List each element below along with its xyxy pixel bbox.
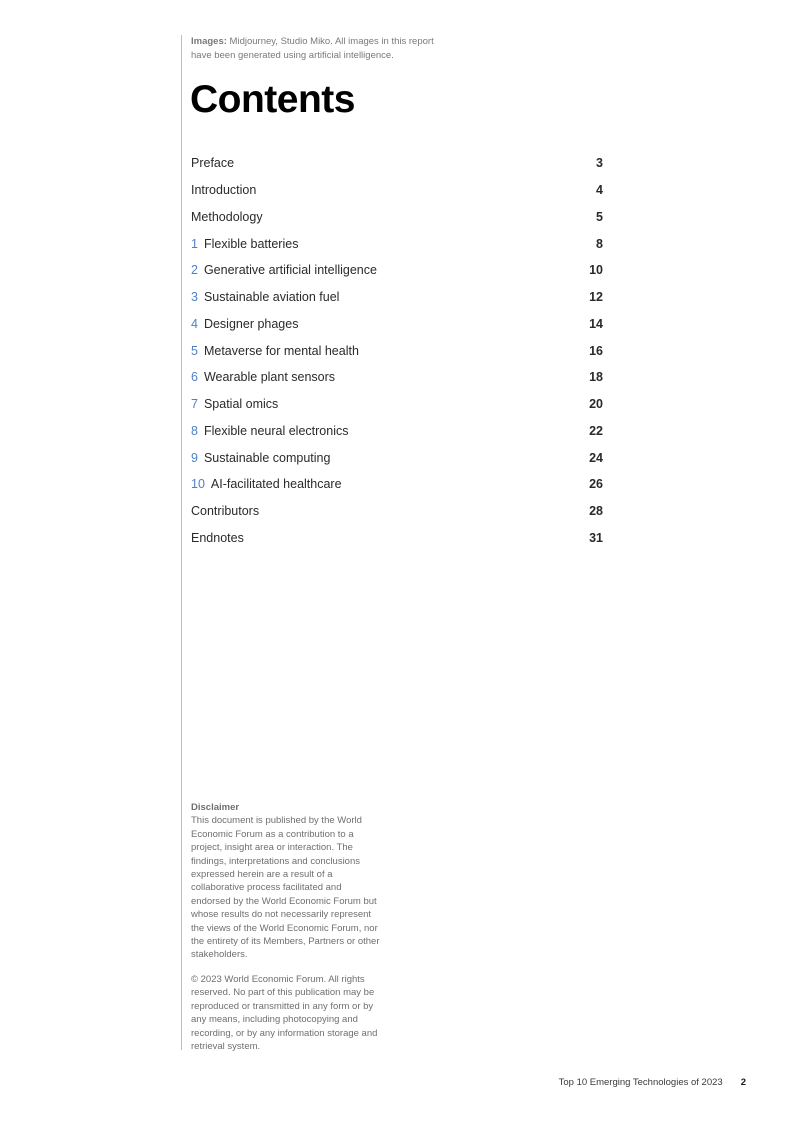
toc-entry[interactable] (191, 444, 603, 471)
image-credits (191, 35, 451, 63)
page-title: Contents (190, 78, 355, 121)
toc-entry-title (191, 263, 377, 277)
toc-entry-label: Contributors (191, 504, 260, 519)
disclaimer-heading: Disclaimer (191, 802, 240, 813)
toc-entry[interactable] (191, 177, 603, 204)
toc-entry-page: 12 (589, 290, 603, 305)
footer-doc-title: Top 10 Emerging Technologies of 2023 (558, 1077, 723, 1088)
toc-entry-page: 22 (589, 423, 603, 438)
toc-entry-page: 16 (589, 343, 603, 358)
toc-entry-label: Metaverse for mental health (203, 343, 359, 358)
toc-entry-label: Flexible batteries (203, 236, 299, 251)
toc-entry-title (191, 290, 339, 304)
toc-entry-number: 7 (191, 397, 198, 412)
disclaimer (191, 801, 381, 1053)
toc-entry-title (191, 183, 256, 197)
table-of-contents (191, 150, 603, 551)
toc-entry-title (191, 504, 259, 518)
toc-entry-title (191, 477, 342, 491)
footer-page-number: 2 (740, 1077, 746, 1088)
toc-entry-title (191, 344, 359, 358)
toc-entry-number: 5 (191, 343, 198, 358)
toc-entry-label: Methodology (191, 209, 263, 224)
toc-entry-page: 28 (589, 504, 603, 519)
toc-entry-page: 26 (589, 477, 603, 492)
toc-entry-page: 20 (589, 397, 603, 412)
toc-entry-number: 3 (191, 290, 198, 305)
page-footer (559, 1077, 746, 1088)
toc-entry[interactable] (191, 337, 603, 364)
toc-entry-number: 1 (191, 236, 198, 251)
toc-entry-page: 4 (596, 183, 603, 198)
copyright-notice: © 2023 World Economic Forum. All rights reserved. No part of this publication may be reproduced or transmitted in any form or by any means, including photocopying and recording, or by any information storage and retrieval system. (191, 973, 378, 1052)
toc-entry-label: Endnotes (191, 530, 244, 545)
toc-entry[interactable] (191, 311, 603, 338)
toc-entry-label: Flexible neural electronics (203, 423, 349, 438)
toc-entry-page: 10 (589, 263, 603, 278)
toc-entry-label: Sustainable aviation fuel (203, 290, 340, 305)
toc-entry-title (191, 451, 330, 465)
toc-entry[interactable] (191, 230, 603, 257)
toc-entry-label: Introduction (191, 183, 257, 198)
toc-entry[interactable] (191, 284, 603, 311)
credits-text: Midjourney, Studio Miko. All images in this report have been generated using artificial intelligence. (191, 36, 434, 61)
toc-entry-label: Generative artificial intelligence (203, 263, 377, 278)
toc-entry-page: 31 (589, 530, 603, 545)
toc-entry-label: Designer phages (203, 316, 299, 331)
toc-entry[interactable] (191, 364, 603, 391)
toc-entry-title (191, 210, 263, 224)
toc-entry-page: 8 (596, 236, 603, 251)
toc-entry-page: 5 (596, 209, 603, 224)
toc-entry-title (191, 156, 234, 170)
toc-entry-title (191, 397, 278, 411)
toc-entry-number: 9 (191, 450, 198, 465)
toc-entry-label: Wearable plant sensors (203, 370, 336, 385)
toc-entry-page: 18 (589, 370, 603, 385)
toc-entry-number: 6 (191, 370, 198, 385)
toc-entry-label: Spatial omics (203, 397, 279, 412)
toc-entry[interactable] (191, 418, 603, 445)
toc-entry[interactable] (191, 204, 603, 231)
toc-entry-page: 3 (596, 156, 603, 171)
disclaimer-body: This document is published by the World Economic Forum as a contribution to a project, insight area or interaction. The findings, interpretations and conclusions expressed herein are a result of a collaborative process facilitated and endorsed by the World Economic Forum but whose results do not necessarily represent the views of the World Economic Forum, nor the entirety of its Members, Partners or other stakeholders. (191, 815, 380, 961)
toc-entry[interactable] (191, 391, 603, 418)
toc-entry-page: 14 (589, 316, 603, 331)
toc-entry-number: 2 (191, 263, 198, 278)
toc-entry-label: Sustainable computing (203, 450, 331, 465)
toc-entry[interactable] (191, 525, 603, 552)
toc-entry-title (191, 317, 298, 331)
toc-entry[interactable] (191, 498, 603, 525)
toc-entry-title (191, 370, 335, 384)
toc-entry-title (191, 531, 244, 545)
toc-entry[interactable] (191, 471, 603, 498)
toc-entry[interactable] (191, 257, 603, 284)
toc-entry-number: 4 (191, 316, 198, 331)
vertical-rule (181, 35, 182, 1050)
toc-entry-title (191, 237, 298, 251)
credits-label: Images: (191, 36, 227, 47)
toc-entry-label: AI-facilitated healthcare (210, 477, 342, 492)
toc-entry-number: 10 (191, 477, 205, 492)
toc-entry-number: 8 (191, 423, 198, 438)
toc-entry-label: Preface (191, 156, 235, 171)
toc-entry-title (191, 424, 348, 438)
toc-entry-page: 24 (589, 450, 603, 465)
toc-entry[interactable] (191, 150, 603, 177)
